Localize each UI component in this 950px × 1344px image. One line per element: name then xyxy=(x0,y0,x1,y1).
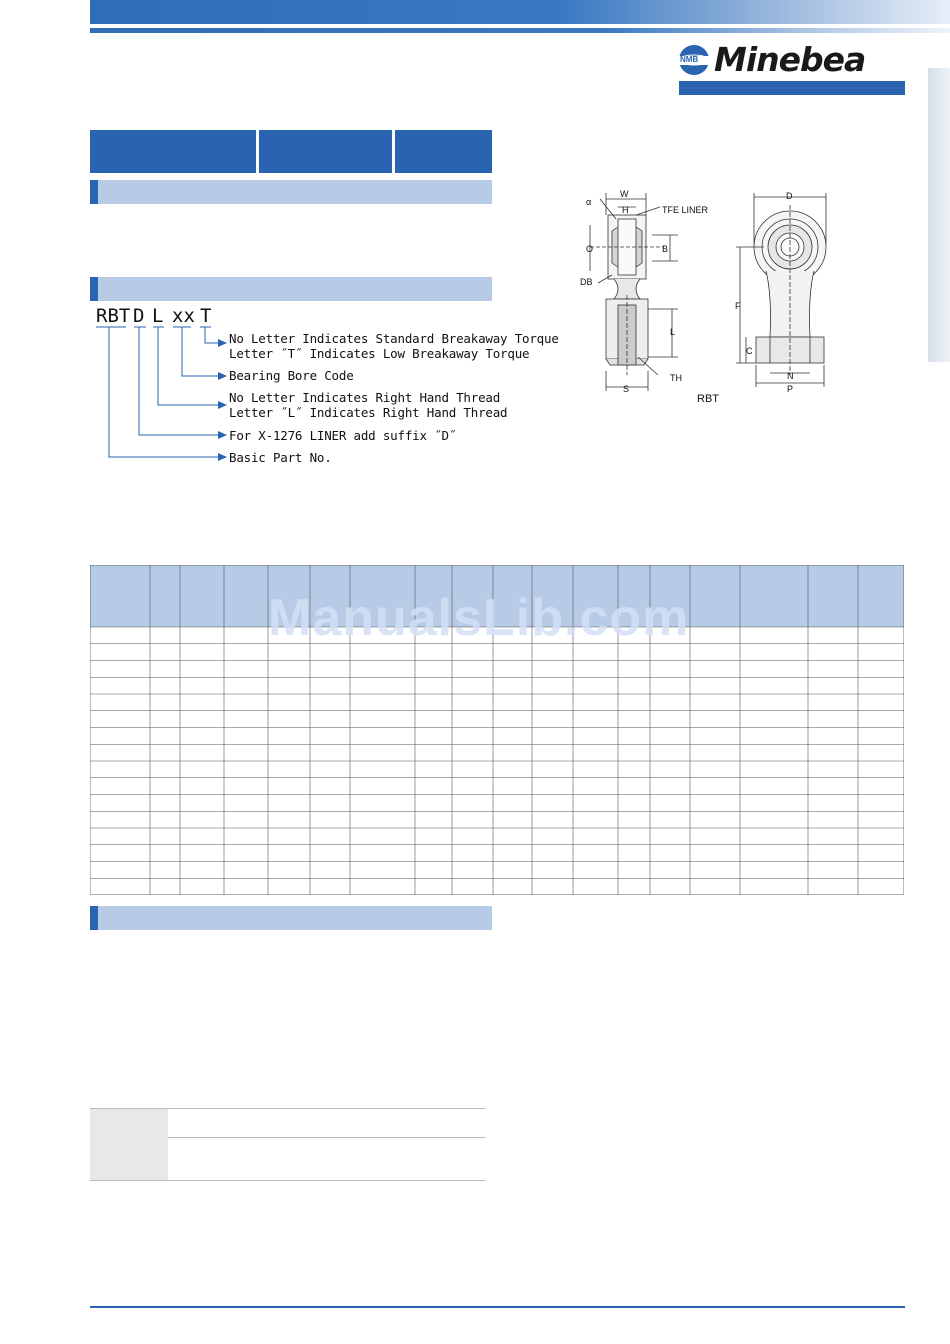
dim-c-label: C xyxy=(746,346,753,356)
drawing-caption: RBT xyxy=(697,393,719,405)
section-bar-1 xyxy=(90,180,492,204)
dim-s-label: S xyxy=(623,384,630,394)
dim-f-label: F xyxy=(735,301,741,311)
legend-basic-part: Basic Part No. xyxy=(229,450,332,465)
mini-table-head-2 xyxy=(90,1137,168,1180)
dim-d-label: D xyxy=(786,191,793,201)
logo-underline-bar xyxy=(679,81,905,95)
legend-right-thread: No Letter Indicates Right Hand Thread xyxy=(229,390,501,405)
rod-end-drawing xyxy=(560,185,840,410)
legend-bore-code: Bearing Bore Code xyxy=(229,368,354,383)
legend-low-torque: Letter ˝T˝ Indicates Low Breakaway Torque xyxy=(229,346,530,361)
part-number-leaders xyxy=(90,320,240,470)
dim-p-label: P xyxy=(787,384,794,394)
title-block-2 xyxy=(259,130,392,173)
dim-l-label: L xyxy=(670,327,676,337)
tfe-liner-label: TFE LINER xyxy=(662,205,709,215)
dim-n-label: N xyxy=(787,371,794,381)
dim-db-label: DB xyxy=(580,277,593,287)
dim-alpha-label: α xyxy=(586,197,592,207)
mini-table-row-2 xyxy=(90,1137,486,1181)
section-bar-3 xyxy=(90,906,492,930)
brand-name: Minebea xyxy=(714,40,866,79)
dim-w-label: W xyxy=(620,189,629,199)
dim-b-label: B xyxy=(662,244,669,254)
section-bar-2 xyxy=(90,277,492,301)
title-block-1 xyxy=(90,130,256,173)
title-block-3 xyxy=(395,130,492,173)
top-banner xyxy=(90,0,950,24)
pn-segment-bore: xx xyxy=(172,305,195,327)
pn-segment-thread: L xyxy=(152,305,164,327)
legend-standard-torque: No Letter Indicates Standard Breakaway Torque xyxy=(229,331,559,346)
watermark-text: ManualsLib.com xyxy=(268,589,690,647)
dim-h-label: H xyxy=(622,205,629,215)
dim-th-label: TH xyxy=(670,373,682,383)
top-rule xyxy=(90,28,950,33)
mini-table-row-1 xyxy=(90,1108,486,1138)
footer-rule xyxy=(90,1306,905,1308)
pn-segment-torque: T xyxy=(200,305,212,327)
mini-table-head-1 xyxy=(90,1109,168,1137)
logo-badge-text: NMB xyxy=(680,55,699,64)
pn-segment-liner: D xyxy=(133,305,145,327)
pn-segment-basic: RBT xyxy=(96,305,131,327)
dim-o-label: O xyxy=(586,244,594,254)
legend-liner-suffix: For X-1276 LINER add suffix ˝D˝ xyxy=(229,428,457,443)
legend-thread-letter: Letter ˝L˝ Indicates Right Hand Thread xyxy=(229,405,508,420)
side-tab xyxy=(928,68,950,362)
